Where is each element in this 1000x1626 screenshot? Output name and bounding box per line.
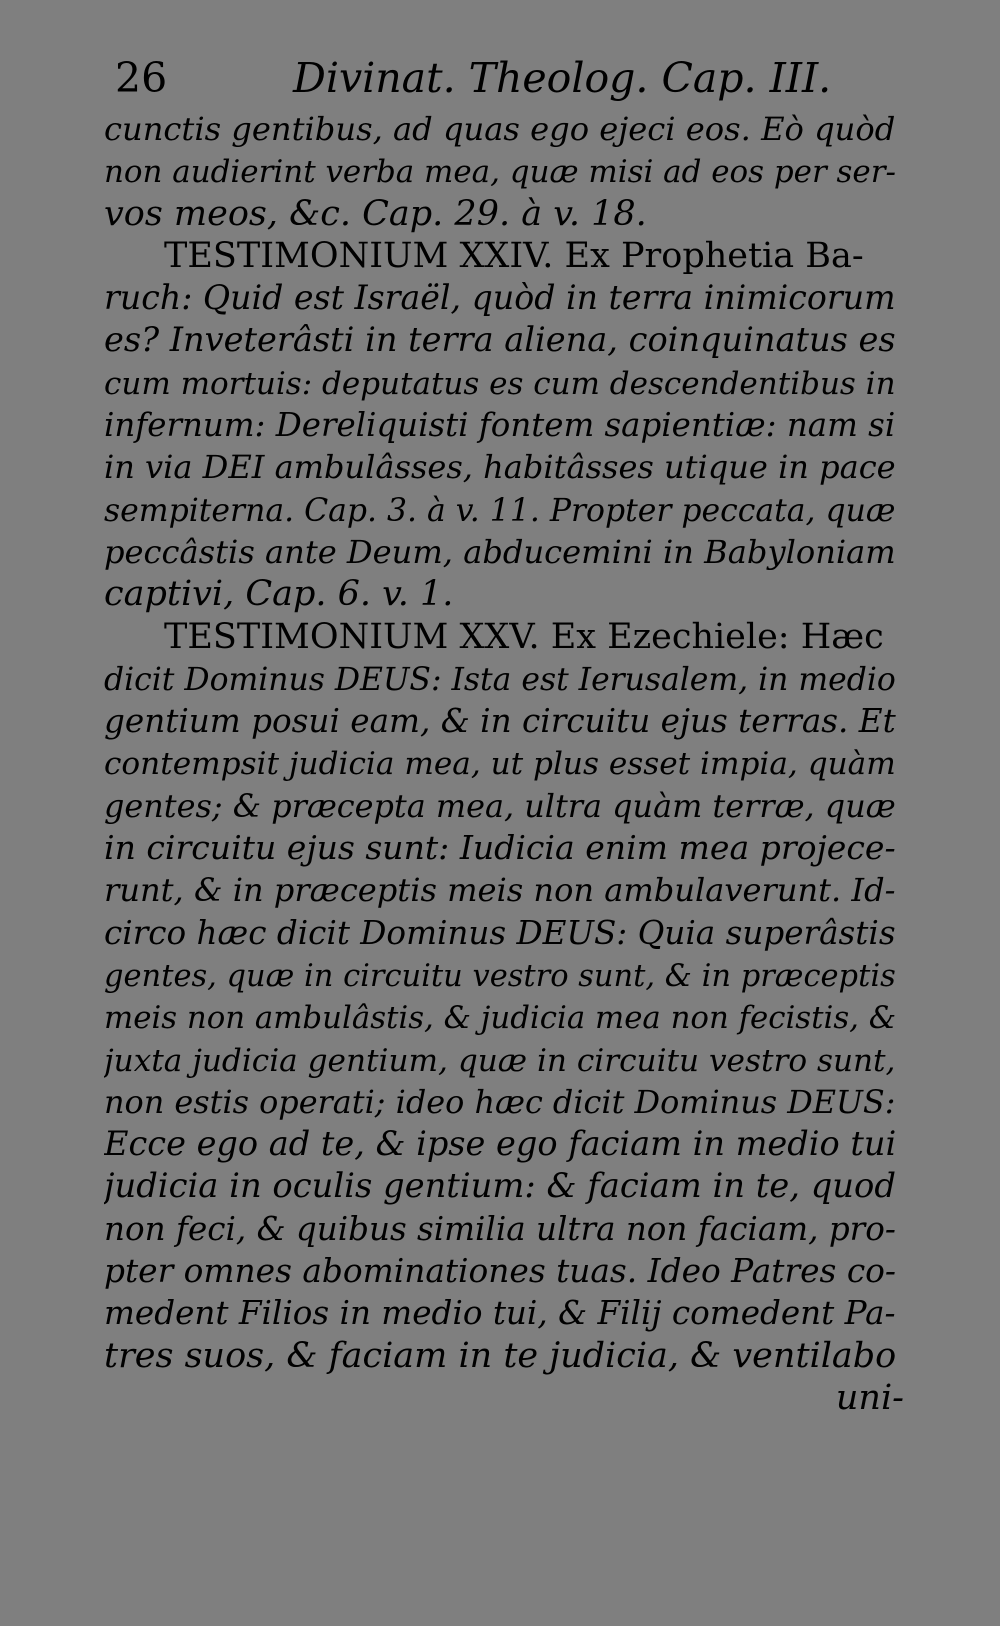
text-line <box>104 404 904 446</box>
text-line <box>104 658 904 700</box>
body-text <box>104 108 904 1419</box>
text-line <box>104 616 904 658</box>
text-line <box>104 700 904 742</box>
text-line <box>104 319 904 361</box>
text-line-content: meis non ambulâstis, & judicia mea non fecistis, & <box>104 1000 897 1037</box>
text-line-content: sempiterna. Cap. 3. à v. 11. Propter peccata, quæ <box>104 492 896 529</box>
text-line-content: gentes; & præcepta mea, ultra quàm terræ, quæ <box>104 786 896 825</box>
text-line-content: runt, & in præceptis meis non ambulaverunt. Id- <box>104 871 896 910</box>
text-line <box>104 912 904 954</box>
text-line <box>104 1039 904 1081</box>
text-line-content: Ecce ego ad te, & ipse ego faciam in medio tui <box>104 1124 897 1164</box>
text-line-content: contempsit judicia mea, ut plus esset impia, quàm <box>104 746 896 783</box>
text-line <box>104 446 904 488</box>
text-line <box>104 1123 904 1165</box>
text-line-content: TESTIMONIUM XXV. Ex Ezechiele: Hæc <box>164 616 884 657</box>
text-line-content: peccâstis ante Deum, abducemini in Babyloniam <box>104 532 896 571</box>
text-line-content: judicia in oculis gentium: & faciam in te, quod <box>104 1166 896 1206</box>
text-line <box>104 1208 904 1250</box>
text-line <box>104 1165 904 1207</box>
text-line <box>104 489 904 531</box>
running-title: Divinat. Theolog. Cap. III. <box>293 54 832 102</box>
text-line-content: in circuitu ejus sunt: Iudicia enim mea projece- <box>104 828 896 868</box>
text-line <box>104 193 904 235</box>
page-header <box>115 48 915 108</box>
text-line-content: infernum: Dereliquisti fontem sapientiæ: nam si <box>104 406 896 445</box>
text-line <box>104 785 904 827</box>
text-line <box>104 827 904 869</box>
text-line <box>104 362 904 404</box>
text-line-content: cum mortuis: deputatus es cum descendentibus in <box>104 365 896 402</box>
page-number: 26 <box>115 54 168 102</box>
text-line-content: tres suos, & faciam in te judicia, & ventilabo <box>104 1335 897 1376</box>
text-line-content: in via DEI ambulâsses, habitâsses utique in pace <box>104 448 896 487</box>
text-line <box>104 1335 904 1377</box>
text-line-content: es? Inveterâsti in terra aliena, coinquinatus es <box>104 320 896 360</box>
text-line <box>104 996 904 1038</box>
text-line-content: dicit Dominus DEUS: Ista est Ierusalem, in medio <box>104 661 896 698</box>
text-line <box>104 573 904 615</box>
text-line-content: uni- <box>835 1377 904 1418</box>
text-line <box>104 742 904 784</box>
text-line-content: gentium posui eam, & in circuitu ejus terras. Et <box>104 702 896 741</box>
text-line-content: circo hæc dicit Dominus DEUS: Quia superâstis <box>104 913 896 952</box>
text-line <box>104 954 904 996</box>
text-line-content: non feci, & quibus similia ultra non faciam, pro- <box>104 1209 896 1248</box>
text-line <box>104 531 904 573</box>
text-line <box>104 235 904 277</box>
text-line-content: medent Filios in medio tui, & Filij comedent Pa- <box>104 1294 896 1333</box>
text-line <box>104 1292 904 1334</box>
text-line-content: non audierint verba mea, quæ misi ad eos per ser- <box>104 154 896 191</box>
text-line-content: captivi, Cap. 6. v. 1. <box>104 574 454 615</box>
text-line-content: ruch: Quid est Israël, quòd in terra inimicorum <box>104 278 896 318</box>
text-line-content: gentes, quæ in circuitu vestro sunt, & in præceptis <box>104 958 896 994</box>
text-line-content: non estis operati; ideo hæc dicit Dominus DEUS: <box>104 1082 896 1121</box>
text-line <box>104 869 904 911</box>
text-line-content: pter omnes abominationes tuas. Ideo Patres co- <box>104 1252 897 1291</box>
text-line <box>104 1250 904 1292</box>
text-line <box>104 1377 904 1419</box>
text-line <box>104 108 904 150</box>
text-line-content: juxta judicia gentium, quæ in circuitu vestro sunt, <box>104 1042 896 1079</box>
text-line-content: cunctis gentibus, ad quas ego ejeci eos. Eò quòd <box>104 110 896 148</box>
text-line <box>104 150 904 192</box>
text-line-content: TESTIMONIUM XXIV. Ex Prophetia Ba- <box>164 235 864 276</box>
text-line-content: vos meos, &c. Cap. 29. à v. 18. <box>104 193 647 234</box>
text-line <box>104 277 904 319</box>
text-line <box>104 1081 904 1123</box>
